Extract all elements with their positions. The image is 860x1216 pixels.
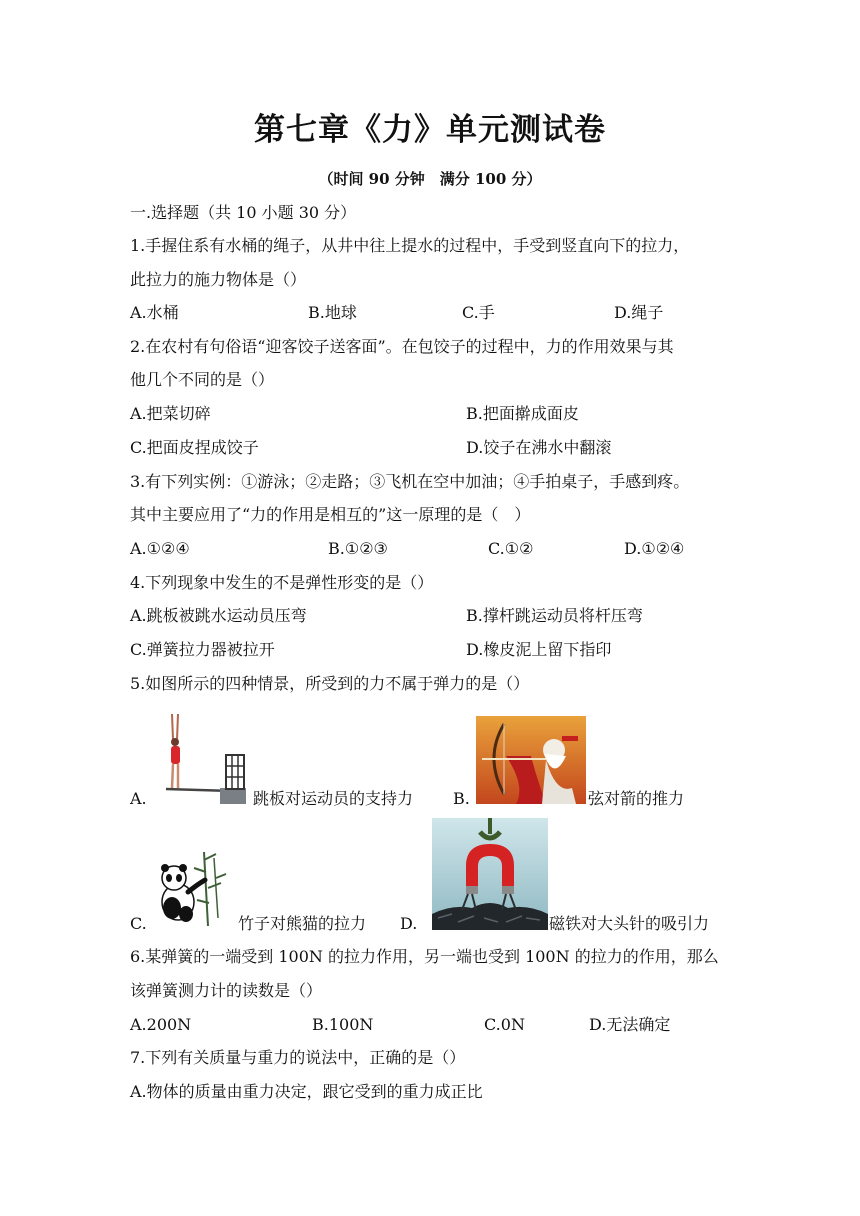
exam-info: （时间 90 分钟 满分 100 分） xyxy=(318,170,542,188)
question-1-stem-line2: 此拉力的施力物体是（） xyxy=(130,270,307,289)
question-5-option-d-text: 磁铁对大头针的吸引力 xyxy=(549,914,710,933)
question-6-option-b: B.100N xyxy=(312,1015,374,1034)
question-5-option-c-prefix: C. xyxy=(130,914,147,933)
question-6-option-d: D.无法确定 xyxy=(589,1015,671,1034)
question-7-stem: 7.下列有关质量与重力的说法中，正确的是（） xyxy=(130,1048,466,1067)
panda-bamboo-image xyxy=(152,848,232,930)
question-5-option-b-text: 弦对箭的推力 xyxy=(588,789,685,808)
question-6-stem-line2: 该弹簧测力计的读数是（） xyxy=(130,981,323,1000)
question-4-option-d: D.橡皮泥上留下指印 xyxy=(466,640,612,659)
question-3-option-b: B.①②③ xyxy=(328,539,388,558)
question-1-option-b: B.地球 xyxy=(308,303,357,322)
section-heading: 一.选择题（共 10 小题 30 分） xyxy=(130,203,357,222)
question-5-option-a-prefix: A. xyxy=(130,789,147,808)
question-4-stem: 4.下列现象中发生的不是弹性形变的是（） xyxy=(130,573,434,592)
question-5-stem: 5.如图所示的四种情景，所受到的力不属于弹力的是（） xyxy=(130,674,530,693)
question-3-stem-line2: 其中主要应用了“力的作用是相互的”这一原理的是（ ） xyxy=(130,505,531,524)
question-3-option-d: D.①②④ xyxy=(624,539,685,558)
question-1-option-c: C.手 xyxy=(462,303,495,322)
question-6-option-c: C.0N xyxy=(484,1015,525,1034)
question-2-stem-line1: 2.在农村有句俗语“迎客饺子送客面”。在包饺子的过程中，力的作用效果与其 xyxy=(130,337,674,356)
diver-springboard-image xyxy=(152,710,248,806)
question-3-option-c: C.①② xyxy=(488,539,534,558)
question-5-option-d-prefix: D. xyxy=(400,914,418,933)
question-2-option-d: D.饺子在沸水中翻滚 xyxy=(466,438,612,457)
question-5-option-c-text: 竹子对熊猫的拉力 xyxy=(238,914,367,933)
question-1-stem-line1: 1.手握住系有水桶的绳子，从井中往上提水的过程中，手受到竖直向下的拉力， xyxy=(130,236,690,255)
archer-image xyxy=(476,716,586,804)
question-3-stem-line1: 3.有下列实例：①游泳；②走路；③飞机在空中加油；④手拍桌子，手感到疼。 xyxy=(130,472,690,491)
question-2-option-a: A.把菜切碎 xyxy=(130,404,211,423)
question-4-option-b: B.撑杆跳运动员将杆压弯 xyxy=(466,606,643,625)
question-7-option-a: A.物体的质量由重力决定，跟它受到的重力成正比 xyxy=(130,1082,483,1101)
question-3-option-a: A.①②④ xyxy=(130,539,190,558)
question-1-option-a: A.水桶 xyxy=(130,303,179,322)
question-2-stem-line2: 他几个不同的是（） xyxy=(130,370,275,389)
question-1-option-d: D.绳子 xyxy=(614,303,664,322)
question-4-option-c: C.弹簧拉力器被拉开 xyxy=(130,640,275,659)
question-5-option-a-text: 跳板对运动员的支持力 xyxy=(253,789,414,808)
question-2-option-b: B.把面擀成面皮 xyxy=(466,404,579,423)
question-6-option-a: A.200N xyxy=(130,1015,192,1034)
question-5-option-b-prefix: B. xyxy=(453,789,470,808)
question-6-stem-line1: 6.某弹簧的一端受到 100N 的拉力作用，另一端也受到 100N 的拉力的作用，那么 xyxy=(130,947,719,966)
page-title: 第七章《力》单元测试卷 xyxy=(254,112,606,148)
question-4-option-a: A.跳板被跳水运动员压弯 xyxy=(130,606,307,625)
magnet-pins-image xyxy=(432,818,548,930)
question-2-option-c: C.把面皮捏成饺子 xyxy=(130,438,259,457)
